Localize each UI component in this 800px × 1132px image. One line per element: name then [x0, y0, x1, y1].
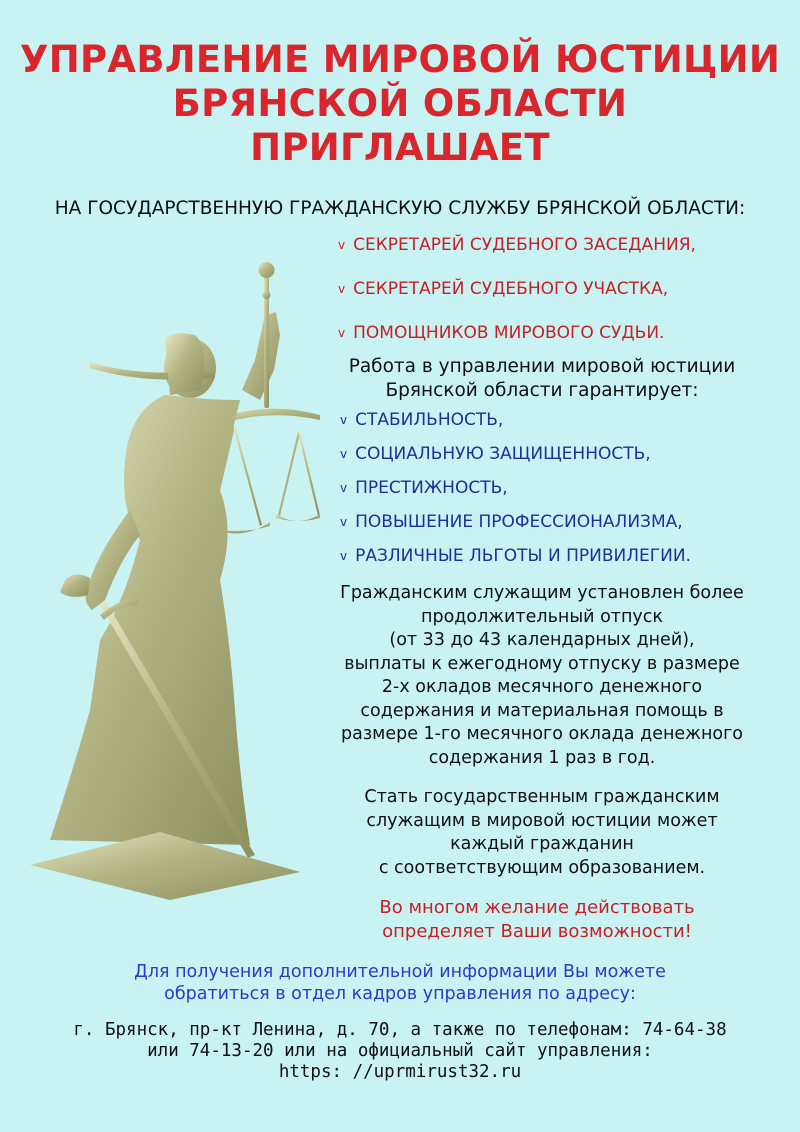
info-paragraph — [0, 961, 800, 1005]
info-line: Для получения дополнительной информации Вы можете — [134, 962, 666, 982]
motto — [300, 896, 774, 944]
become-line: с соответствующим образованием. — [378, 857, 706, 878]
vacancy-item — [338, 234, 696, 278]
vacation-paragraph — [300, 582, 784, 770]
bullet-icon: v — [338, 326, 346, 340]
guarantee-label: ПОВЫШЕНИЕ ПРОФЕССИОНАЛИЗМА, — [355, 512, 683, 532]
address-phone-line: г. Брянск, пр-кт Ленина, д. 70, а также по телефонам: 74-64-38 — [73, 1020, 727, 1040]
guarantee-heading-line: Брянской области гарантирует: — [385, 380, 699, 401]
guarantee-label: ПРЕСТИЖНОСТЬ, — [355, 478, 508, 498]
bullet-icon: v — [340, 413, 348, 427]
guarantee-heading — [300, 355, 784, 403]
vacation-line: размере 1-го месячного оклада денежного — [341, 724, 743, 744]
bullet-icon: v — [338, 238, 346, 252]
title-line-1: УПРАВЛЕНИЕ МИРОВОЙ ЮСТИЦИИ — [19, 38, 781, 81]
title-line-2: БРЯНСКОЙ ОБЛАСТИ — [172, 82, 628, 125]
guarantee-item — [340, 409, 691, 443]
bullet-icon: v — [340, 549, 348, 563]
vacancy-list — [338, 234, 696, 366]
vacancy-item — [338, 278, 696, 322]
vacation-line: Гражданским служащим установлен более — [340, 583, 744, 603]
guarantee-item — [340, 545, 691, 579]
vacation-line: 2-х окладов месячного денежного — [381, 677, 703, 697]
vacation-line: содержания и материальная помощь в — [360, 700, 724, 721]
guarantee-label: СОЦИАЛЬНУЮ ЗАЩИЩЕННОСТЬ, — [355, 444, 651, 464]
bullet-icon: v — [340, 515, 348, 529]
guarantee-label: СТАБИЛЬНОСТЬ, — [355, 410, 504, 430]
info-line: обратиться в отдел кадров управления по адресу: — [164, 984, 636, 1004]
contacts — [0, 1020, 800, 1083]
bullet-icon: v — [340, 447, 348, 461]
bullet-icon: v — [338, 282, 346, 296]
vacation-line: содержания 1 раз в год. — [428, 747, 656, 768]
phone-site-line: или 74-13-20 или на официальный сайт управления: — [147, 1041, 653, 1061]
motto-line: определяет Ваши возможности! — [382, 921, 692, 942]
vacancy-label: ПОМОЩНИКОВ МИРОВОГО СУДЬИ. — [353, 323, 665, 343]
vacancy-label: СЕКРЕТАРЕЙ СУДЕБНОГО ЗАСЕДАНИЯ, — [353, 235, 696, 255]
guarantee-list — [340, 409, 691, 579]
become-line: Стать государственным гражданским — [364, 787, 720, 807]
vacation-line: (от 33 до 43 календарных дней), — [389, 630, 695, 650]
vacation-line: выплаты к ежегодному отпуску в размере — [344, 653, 740, 674]
become-paragraph — [300, 786, 784, 880]
subtitle: НА ГОСУДАРСТВЕННУЮ ГРАЖДАНСКУЮ СЛУЖБУ БРЯНСКОЙ ОБЛАСТИ: — [54, 198, 746, 219]
become-line: каждый гражданин — [450, 834, 634, 854]
guarantee-label: РАЗЛИЧНЫЕ ЛЬГОТЫ И ПРИВИЛЕГИИ. — [355, 546, 691, 566]
guarantee-item — [340, 477, 691, 511]
website-link[interactable]: https: //uprmirust32.ru — [278, 1062, 522, 1082]
poster-title — [0, 38, 800, 170]
motto-line: Во многом желание действовать — [379, 897, 695, 918]
guarantee-item — [340, 511, 691, 545]
become-line: служащим в мировой юстиции может — [366, 810, 718, 831]
lady-justice-icon — [30, 260, 320, 900]
bullet-icon: v — [340, 481, 348, 495]
vacation-line: продолжительный отпуск — [421, 606, 663, 627]
guarantee-item — [340, 443, 691, 477]
guarantee-heading-line: Работа в управлении мировой юстиции — [348, 356, 736, 377]
vacancy-label: СЕКРЕТАРЕЙ СУДЕБНОГО УЧАСТКА, — [353, 279, 669, 299]
title-line-3: ПРИГЛАШАЕТ — [250, 126, 550, 169]
